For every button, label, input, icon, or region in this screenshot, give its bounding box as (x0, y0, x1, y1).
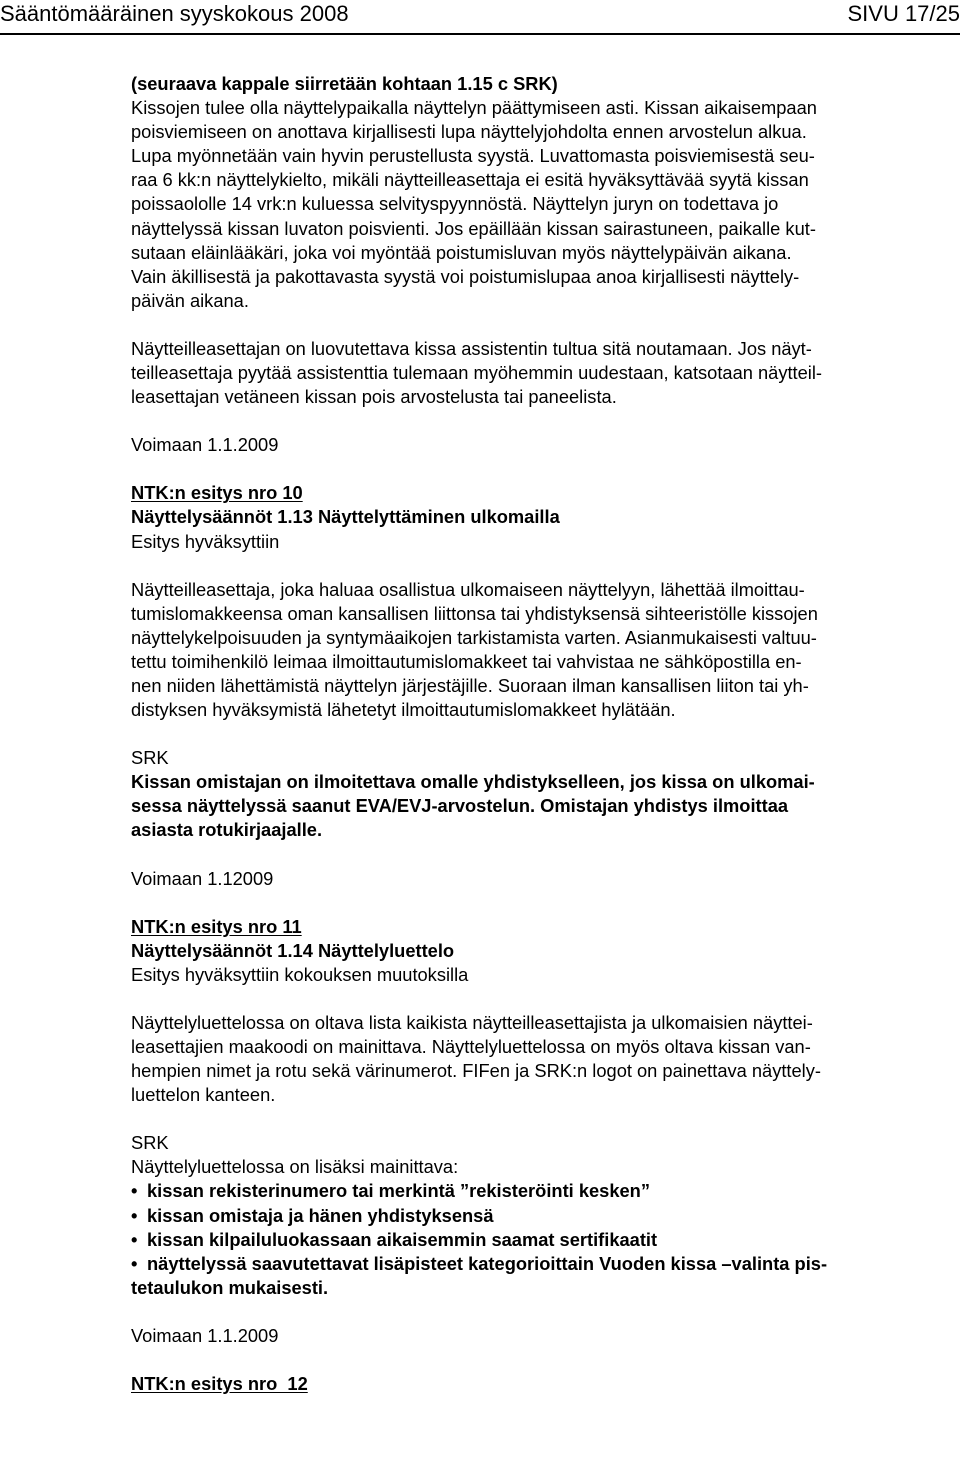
section-proposal-12 (131, 1372, 953, 1396)
text-line: raa 6 kk:n näyttelykielto, mikäli näytteilleasettaja ei esitä hyväksyttävää syytä kissan (131, 169, 809, 191)
text-line: päivän aikana. (131, 289, 249, 311)
proposal-status: Esitys hyväksyttiin kokouksen muutoksilla (131, 963, 469, 985)
list-item (131, 1228, 953, 1252)
text-line: poisviemiseen on anottava kirjallisesti lupa näyttelyjohdolta ennen arvostelun alkua. (131, 121, 807, 143)
page-number: SIVU 17/25 (847, 1, 960, 26)
list-item-text: kissan omistaja ja hänen yhdistyksensä (147, 1204, 494, 1226)
header-divider (0, 33, 960, 35)
section-proposal-11 (131, 915, 953, 1348)
effective-date: Voimaan 1.12009 (131, 867, 274, 889)
list-item-continuation: tetaulukon mukaisesti. (131, 1276, 329, 1298)
text-line: teilleasettaja pyytää assistenttia tulemaan myöhemmin uudestaan, katsotaan näytteil- (131, 362, 823, 384)
proposal-heading: NTK:n esitys nro 12 (131, 1373, 308, 1395)
text-line: sutaan eläinlääkäri, joka voi myöntää poistumisluvan myös näyttelypäivän aikana. (131, 241, 792, 263)
rule-title: Näyttelysäännöt 1.14 Näyttelyluettelo (131, 939, 455, 961)
effective-date: Voimaan 1.1.2009 (131, 1324, 279, 1346)
text-line: Näytteilleasettaja, joka haluaa osallistua ulkomaiseen näyttelyyn, lähettää ilmoittau- (131, 578, 805, 600)
list-item-text: kissan rekisterinumero tai merkintä ”rekisteröinti kesken” (147, 1180, 650, 1202)
text-line: näyttelykelpoisuuden ja syntymäaikojen tarkistamista varten. Asianmukaisesti valtuu- (131, 626, 817, 648)
list-item (131, 1179, 953, 1203)
list-item (131, 1204, 953, 1228)
paragraph-note: (seuraava kappale siirretään kohtaan 1.15 c SRK) (131, 73, 558, 94)
page-header (0, 0, 960, 34)
text-line: sessa näyttelyssä saanut EVA/EVJ-arvostelun. Omistajan yhdistys ilmoittaa (131, 795, 789, 817)
list-intro: Näyttelyluettelossa on lisäksi mainittava: (131, 1156, 459, 1178)
bullet-icon: • (131, 1180, 138, 1202)
text-line: Kissojen tulee olla näyttelypaikalla näyttelyn päättymiseen asti. Kissan aikaisempaan (131, 97, 817, 119)
paragraph-assistant (131, 337, 953, 409)
paragraph-show-departure (131, 72, 953, 313)
text-line: tumislomakkeensa oman kansallisen liittonsa tai yhdistyksensä sihteeristölle kissojen (131, 602, 818, 624)
text-line: Näytteilleasettajan on luovutettava kissa assistentin tultua sitä noutamaan. Jos näyt- (131, 337, 812, 359)
bullet-icon: • (131, 1204, 138, 1226)
text-line: Lupa myönnetään vain hyvin perustellusta syystä. Luvattomasta poisviemisestä seu- (131, 145, 815, 167)
text-line: tettu toimihenkilö leimaa ilmoittautumislomakkeet tai vahvistaa ne sähköpostilla en- (131, 650, 802, 672)
text-line: distyksen hyväksymistä lähetetyt ilmoittautumislomakkeet hylätään. (131, 699, 676, 721)
proposal-heading: NTK:n esitys nro 11 (131, 915, 302, 937)
text-line: Kissan omistajan on ilmoitettava omalle yhdistykselleen, jos kissa on ulkomai- (131, 771, 815, 793)
document-body (131, 72, 953, 1396)
srk-label: SRK (131, 1132, 169, 1154)
text-line: leasettajan vetäneen kissan pois arvostelusta tai paneelista. (131, 386, 617, 408)
text-line: leasettajien maakoodi on mainittava. Näyttelyluettelossa on myös oltava kissan van- (131, 1036, 811, 1057)
text-line: luettelon kanteen. (131, 1084, 276, 1106)
text-line: näyttelyssä kissan luvaton poisvienti. Jos epäillään kissan sairastuneen, paikalle kut- (131, 217, 816, 239)
srk-label: SRK (131, 747, 169, 769)
rule-title: Näyttelysäännöt 1.13 Näyttelyttäminen ulkomailla (131, 506, 560, 528)
text-line: poissaololle 14 vrk:n kuluessa selvityspyynnöstä. Näyttelyn juryn on todettava jo (131, 193, 779, 215)
list-item (131, 1252, 953, 1276)
proposal-heading: NTK:n esitys nro 10 (131, 482, 303, 504)
effective-date: Voimaan 1.1.2009 (131, 434, 279, 456)
text-line: Vain äkillisestä ja pakottavasta syystä voi poistumislupaa anoa kirjallisesti näyttely- (131, 265, 800, 287)
list-item-text: näyttelyssä saavutettavat lisäpisteet kategorioittain Vuoden kissa –valinta pis- (147, 1252, 828, 1274)
proposal-status: Esitys hyväksyttiin (131, 530, 280, 552)
section-proposal-10 (131, 481, 953, 890)
required-info-list (131, 1179, 953, 1299)
list-item-text: kissan kilpailuluokassaan aikaisemmin saamat sertifikaatit (147, 1228, 658, 1250)
text-line: Näyttelyluettelossa on oltava lista kaikista näytteilleasettajista ja ulkomaisien näyttei- (131, 1011, 813, 1033)
text-line: nen niiden lähettämistä näyttelyn järjestäjille. Suoraan ilman kansallisen liiton tai yh- (131, 674, 809, 696)
bullet-icon: • (131, 1228, 138, 1250)
text-line: hempien nimet ja rotu sekä värinumerot. FIFen ja SRK:n logot on painettava näyttely- (131, 1060, 821, 1082)
text-line: asiasta rotukirjaajalle. (131, 819, 323, 841)
bullet-icon: • (131, 1252, 138, 1274)
document-title: Sääntömääräinen syyskokous 2008 (0, 1, 349, 26)
